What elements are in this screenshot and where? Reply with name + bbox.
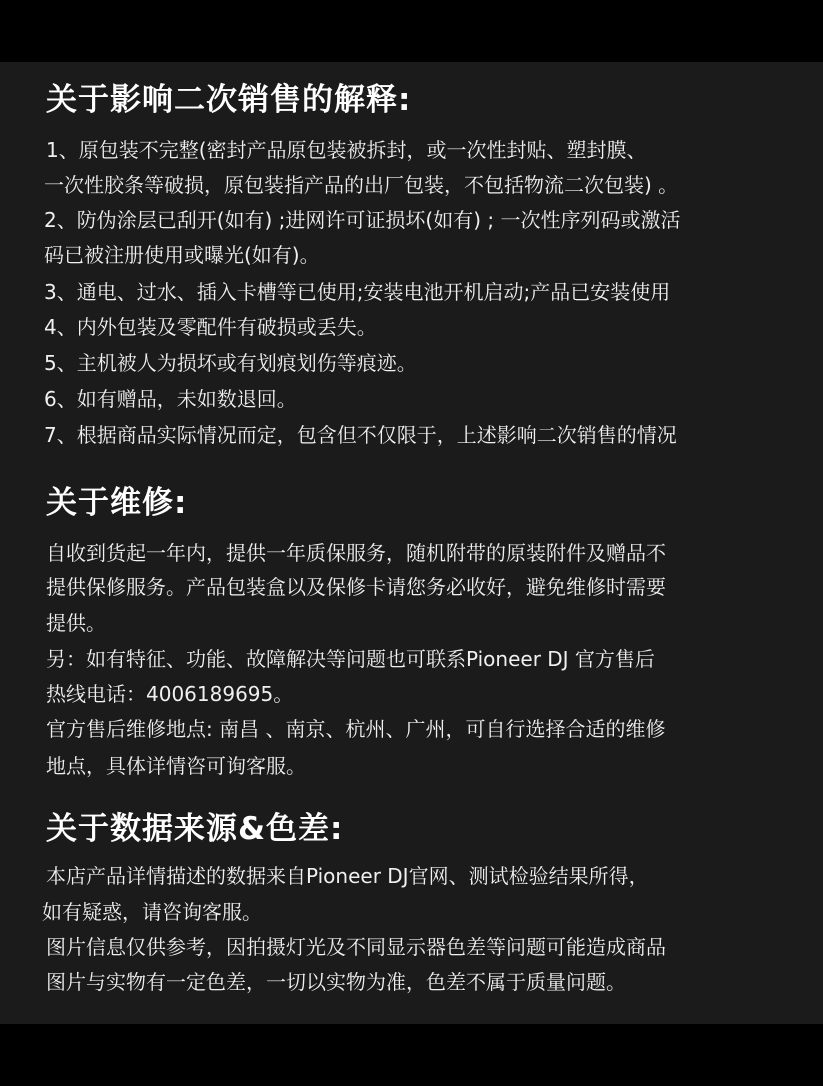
- repair-line-2: 提供保修服务。产品包装盒以及保修卡请您务必收好，避免维修时需要: [46, 575, 666, 599]
- content-panel: [0, 62, 823, 1024]
- section-heading-resale: 关于影响二次销售的解释:: [46, 82, 412, 118]
- section-heading-data-source: 关于数据来源&色差:: [46, 811, 344, 847]
- repair-line-5: 热线电话：4006189695。: [46, 682, 294, 706]
- data-source-line-4: 图片与实物有一定色差，一切以实物为准，色差不属于质量问题。: [46, 970, 626, 994]
- data-source-line-1: 本店产品详情描述的数据来自Pioneer DJ官网、测试检验结果所得，: [46, 864, 649, 888]
- repair-line-6: 官方售后维修地点: 南昌 、南京、杭州、广州，可自行选择合适的维修: [46, 717, 666, 741]
- repair-line-3: 提供。: [46, 611, 106, 635]
- repair-line-4: 另：如有特征、功能、故障解决等问题也可联系Pioneer DJ 官方售后: [46, 647, 655, 671]
- resale-line-6: 4、内外包装及零配件有破损或丢失。: [44, 315, 377, 339]
- data-source-line-3: 图片信息仅供参考，因拍摄灯光及不同显示器色差等问题可能造成商品: [46, 935, 666, 959]
- resale-line-3: 2、防伪涂层已刮开(如有) ;进网许可证损坏(如有) ; 一次性序列码或激活: [44, 208, 681, 232]
- resale-line-9: 7、根据商品实际情况而定，包含但不仅限于，上述影响二次销售的情况: [44, 423, 677, 447]
- resale-line-5: 3、通电、过水、插入卡槽等已使用;安装电池开机启动;产品已安装使用: [44, 280, 671, 304]
- data-source-line-2: 如有疑惑，请咨询客服。: [42, 900, 262, 924]
- section-heading-repair: 关于维修:: [46, 485, 188, 521]
- resale-line-8: 6、如有赠品，未如数退回。: [44, 387, 297, 411]
- resale-line-4: 码已被注册使用或曝光(如有)。: [44, 243, 320, 267]
- resale-line-2: 一次性胶条等破损，原包装指产品的出厂包装，不包括物流二次包装) 。: [44, 173, 679, 197]
- repair-line-7: 地点，具体详情咨可询客服。: [46, 754, 306, 778]
- resale-line-7: 5、主机被人为损坏或有划痕划伤等痕迹。: [44, 351, 417, 375]
- resale-line-1: 1、原包装不完整(密封产品原包装被拆封，或一次性封贴、塑封膜、: [46, 138, 647, 162]
- repair-line-1: 自收到货起一年内，提供一年质保服务，随机附带的原装附件及赠品不: [46, 541, 666, 565]
